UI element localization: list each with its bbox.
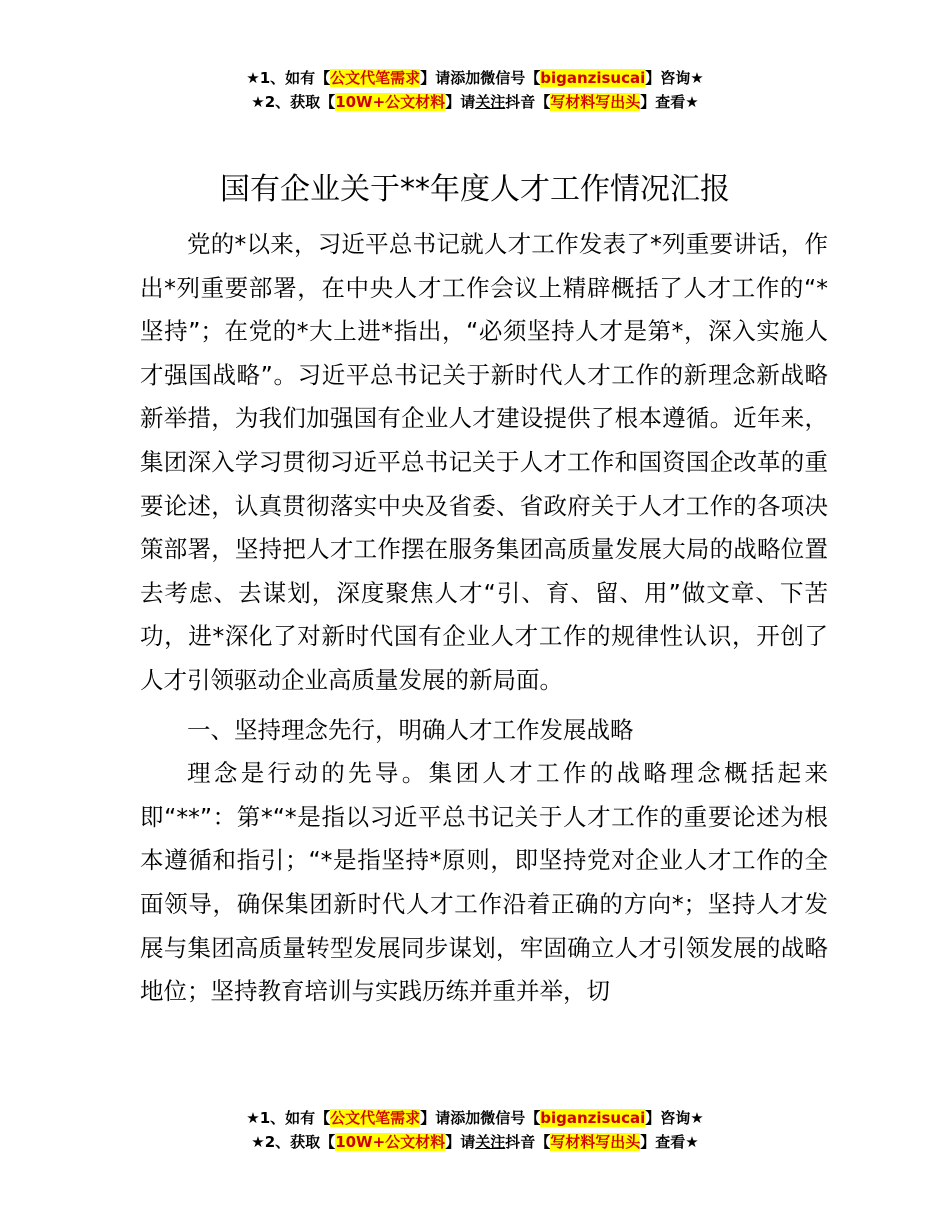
banner-line-2: ★2、获取【10W+公文材料】请关注抖音【写材料写出头】查看★	[251, 1133, 699, 1151]
banner-line-1: ★1、如有【公文代笔需求】请添加微信号【biganzisucai】咨询★	[246, 1109, 704, 1127]
banner-line-1: ★1、如有【公文代笔需求】请添加微信号【biganzisucai】咨询★	[246, 69, 704, 87]
highlight-ghostwriting: 公文代笔需求	[330, 1109, 421, 1127]
footer-banner	[0, 1106, 950, 1154]
paragraph-concept: 理念是行动的先导。集团人才工作的战略理念概括起来即“**”：第*“*是指以习近平总书记关于人才工作的重要论述为根本遵循和指引；“*是指坚持*原则，即坚持党对企业人才工作的全面领导，确保集团新时代人才工作沿着正确的方向*；坚持人才发展与集团高质量转型发展同步谋划，牢固确立人才引领发展的战略地位；坚持教育培训与实践历练并重并举，切	[140, 759, 828, 1006]
document-body	[140, 223, 828, 1014]
highlight-wechat-id: biganzisucai	[540, 1109, 646, 1127]
highlight-wechat-id: biganzisucai	[540, 69, 646, 87]
banner-line-2: ★2、获取【10W+公文材料】请关注抖音【写材料写出头】查看★	[251, 93, 699, 111]
highlight-materials: 10W+公文材料	[335, 1133, 446, 1151]
highlight-douyin-account: 写材料写出头	[550, 1133, 641, 1151]
header-banner	[0, 66, 950, 114]
document-title: 国有企业关于**年度人才工作情况汇报	[220, 172, 730, 207]
paragraph-intro: 党的*以来，习近平总书记就人才工作发表了*列重要讲话，作出*列重要部署，在中央人才工作会议上精辟概括了人才工作的“*坚持”；在党的*大上进*指出，“必须坚持人才是第*，深入实施人才强国战略”。习近平总书记关于新时代人才工作的新理念新战略新举措，为我们加强国有企业人才建设提供了根本遵循。近年来，集团深入学习贯彻习近平总书记关于人才工作和国资国企改革的重要论述，认真贯彻落实中央及省委、省政府关于人才工作的各项决策部署，坚持把人才工作摆在服务集团高质量发展大局的战略位置去考虑、去谋划，深度聚焦人才“引、育、留、用”做文章、下苦功，进*深化了对新时代国有企业人才工作的规律性认识，开创了人才引领驱动企业高质量发展的新局面。	[140, 230, 828, 694]
underlined-follow: 关注	[475, 1133, 506, 1151]
highlight-douyin-account: 写材料写出头	[550, 93, 641, 111]
underlined-follow: 关注	[475, 93, 506, 111]
highlight-ghostwriting: 公文代笔需求	[330, 69, 421, 87]
section-heading-1: 一、坚持理念先行，明确人才工作发展战略	[187, 715, 634, 744]
highlight-materials: 10W+公文材料	[335, 93, 446, 111]
